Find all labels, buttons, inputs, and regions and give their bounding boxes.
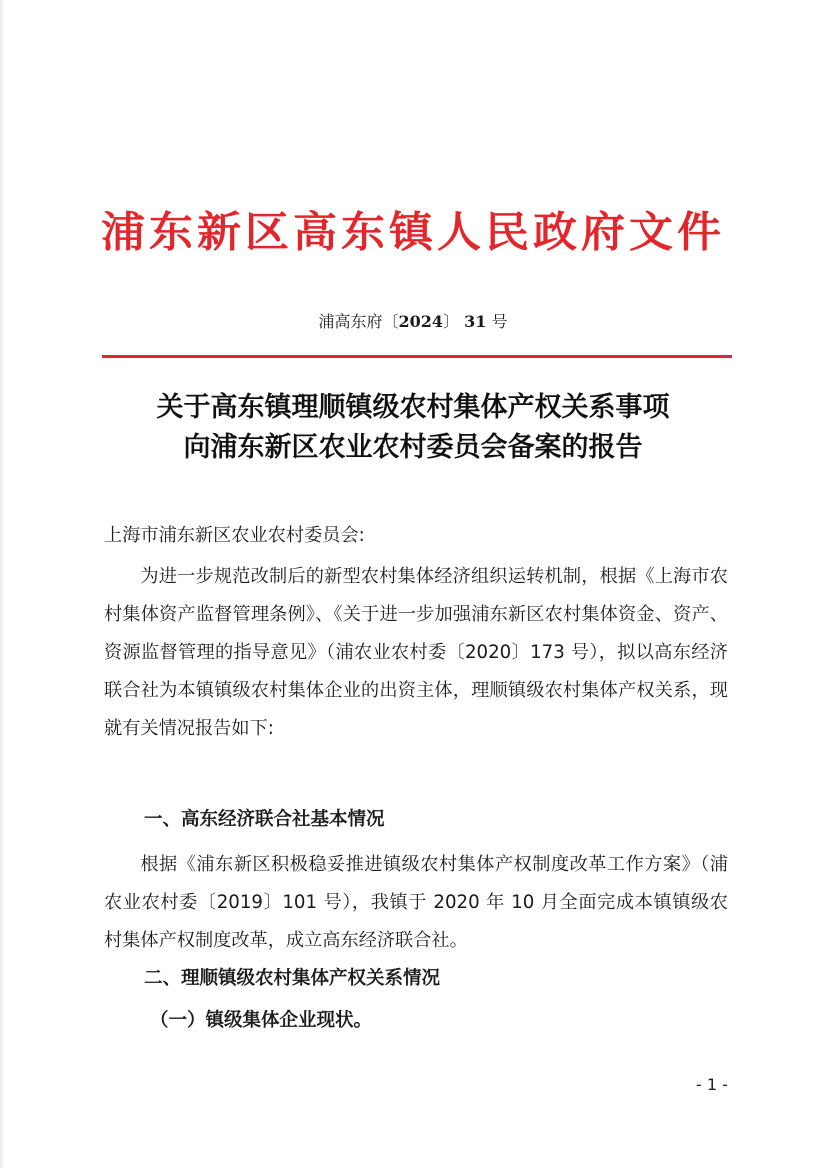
doc-number-year: 2024 [398,312,444,331]
document-title [0,388,826,468]
doc-number-close: 〕 [443,312,460,331]
doc-number-num: 31 [464,312,487,331]
section-heading-1: 一、高东经济联合社基本情况 [144,809,385,830]
issuer-title: 浦东新区高东镇人民政府文件 [101,208,725,257]
paragraph-section-1: 根据《浦东新区积极稳妥推进镇级农村集体产权制度改革工作方案》（浦农业农村委〔2019〕101 号），我镇于 2020 年 10 月全面完成本镇镇级农村集体产权制度改革，成立高东经济联合社。 [104,854,728,951]
section-heading-2: 二、理顺镇级农村集体产权关系情况 [144,968,441,989]
title-line-2: 向浦东新区农业农村委员会备案的报告 [183,432,643,463]
document-number [0,311,826,333]
page-number: - 1 - [696,1075,728,1094]
red-separator-line [102,355,732,358]
paragraph-intro: 为进一步规范改制后的新型农村集体经济组织运转机制，根据《上海市农村集体资产监督管理条例》、《关于进一步加强浦东新区农村集体资金、资产、资源监督管理的指导意见》（浦农业农村委〔2020〕173 号），拟以高东经济联合社为本镇镇级农村集体企业的出资主体，理顺镇级农村集体产权关系，现就有关情况报告如下: [104,566,728,739]
subsection-heading-1: （一）镇级集体企业现状。 [150,1010,373,1031]
doc-number-prefix: 浦高东府〔 [318,312,399,331]
doc-number-suffix: 号 [486,312,508,331]
title-line-1: 关于高东镇理顺镇级农村集体产权关系事项 [156,392,670,423]
addressee: 上海市浦东新区农业农村委员会: [104,525,365,546]
